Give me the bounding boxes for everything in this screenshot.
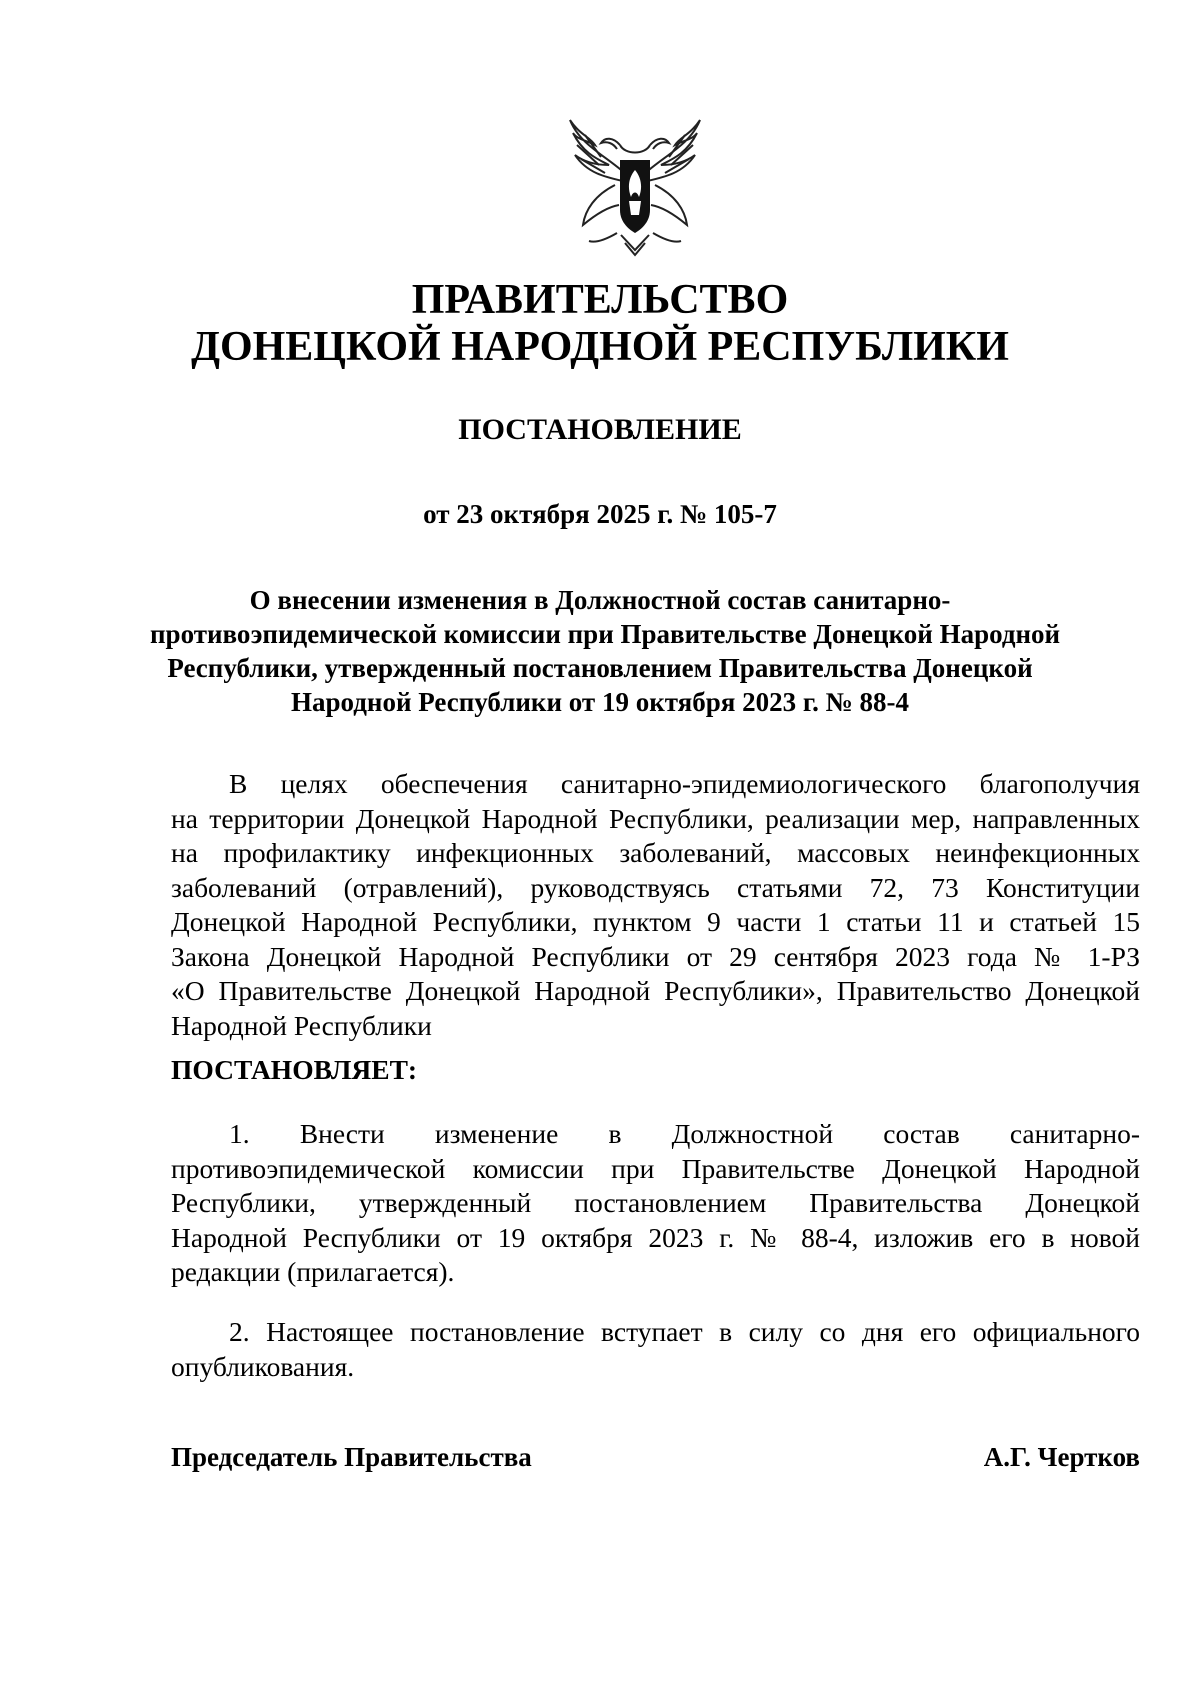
preamble-line: заболеваний (отравлений), руководствуясь статьями 72, 73 Конституции	[171, 871, 1140, 903]
preamble-line: на профилактику инфекционных заболеваний, массовых неинфекционных	[171, 837, 1140, 868]
signatory-position: Председатель Правительства	[171, 1442, 532, 1472]
preamble-line: «О Правительстве Донецкой Народной Республики», Правительство Донецкой	[171, 975, 1140, 1006]
item-line: Народной Республики от 19 октября 2023 г. № 88-4, изложив его в новой	[171, 1221, 1140, 1253]
item-line: противоэпидемической комиссии при Правительстве Донецкой Народной	[171, 1152, 1140, 1184]
item-line: Республики, утвержденный постановлением Правительства Донецкой	[171, 1187, 1140, 1218]
document-title	[150, 583, 1061, 719]
item-line: редакции (прилагается).	[171, 1256, 455, 1287]
title-line: Республики, утвержденный постановлением Правительства Донецкой	[167, 653, 1033, 683]
signatory-name: А.Г. Чертков	[983, 1442, 1140, 1472]
title-line: противоэпидемической комиссии при Правительстве Донецкой Народной	[150, 619, 1061, 649]
title-line: Народной Республики от 19 октября 2023 г. № 88-4	[291, 687, 909, 717]
coat-of-arms-icon	[565, 115, 705, 260]
item-line: опубликования.	[171, 1350, 355, 1382]
preamble-line: Народной Республики	[171, 1009, 432, 1041]
item-line: 1. Внести изменение в Должностной состав санитарно-	[229, 1118, 1140, 1149]
preamble-line: В целях обеспечения санитарно-эпидемиологического благополучия	[229, 768, 1140, 799]
preamble-line: Закона Донецкой Народной Республики от 29 сентября 2023 года № 1-РЗ	[171, 940, 1140, 972]
preamble-line: Донецкой Народной Республики, пунктом 9 части 1 статьи 11 и статьей 15	[171, 906, 1140, 937]
government-name-line2: ДОНЕЦКОЙ НАРОДНОЙ РЕСПУБЛИКИ	[191, 324, 1009, 370]
decree-item-1	[171, 1117, 1140, 1290]
document-date-number: от 23 октября 2025 г. № 105-7	[423, 499, 777, 529]
document-type: ПОСТАНОВЛЕНИЕ	[458, 413, 742, 446]
item-line: 2. Настоящее постановление вступает в силу со дня его официального	[229, 1316, 1140, 1347]
decree-item-2	[171, 1315, 1140, 1384]
preamble-line: на территории Донецкой Народной Республики, реализации мер, направленных	[171, 802, 1140, 834]
decrees-label: ПОСТАНОВЛЯЕТ:	[171, 1054, 418, 1085]
government-name-line1: ПРАВИТЕЛЬСТВО	[411, 277, 789, 323]
preamble-paragraph	[171, 767, 1140, 1043]
title-line: О внесении изменения в Должностной состав санитарно-	[249, 585, 951, 615]
